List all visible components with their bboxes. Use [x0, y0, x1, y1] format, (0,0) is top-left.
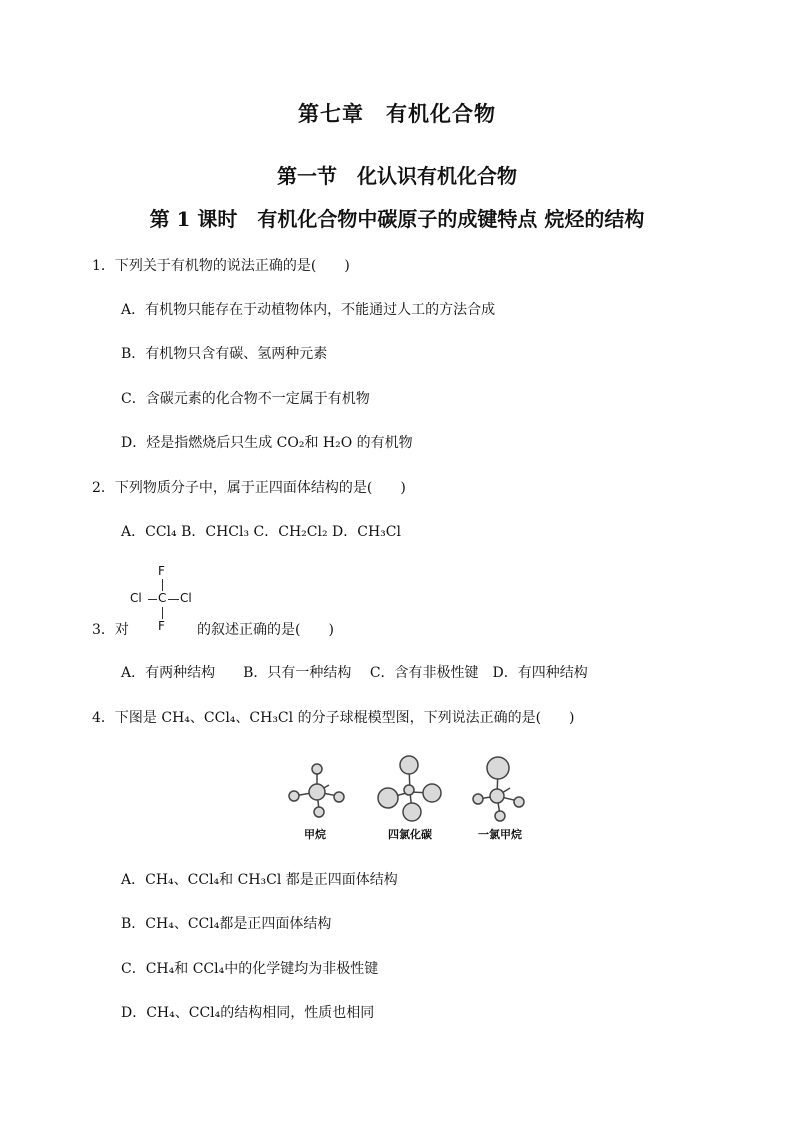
- ccl4-chlorine-ball: [378, 788, 398, 808]
- question-2-options: A．CCl₄ B．CHCl₃ C．CH₂Cl₂ D．CH₃Cl: [121, 524, 401, 540]
- question-4-option-b: B．CH₄、CCl₄都是正四面体结构: [121, 916, 332, 932]
- molecule-models-svg: [282, 752, 542, 828]
- question-4-option-a: A．CH₄、CCl₄和 CH₃Cl 都是正四面体结构: [121, 872, 398, 888]
- lesson-title: 第 1 课时 有机化合物中碳原子的成键特点 烷烃的结构: [149, 207, 645, 231]
- question-1-option-b: B．有机物只含有碳、氢两种元素: [121, 346, 328, 362]
- question-2-stem: 2．下列物质分子中，属于正四面体结构的是( ): [92, 480, 406, 496]
- atom-right: Cl: [180, 591, 192, 605]
- dichlorodifluoromethane-structure: [128, 562, 198, 634]
- chloromethane-hydrogen-ball: [514, 797, 524, 807]
- question-4-option-d: D．CH₄、CCl₄的结构相同，性质也相同: [121, 1005, 375, 1021]
- section-title: 第一节 化认识有机化合物: [277, 164, 517, 188]
- figure-label-ccl4: 四氯化碳: [388, 828, 432, 841]
- question-1-option-c: C．含碳元素的化合物不一定属于有机物: [121, 391, 370, 407]
- question-3-stem-suffix: 的叙述正确的是( ): [197, 622, 334, 638]
- methane-hydrogen-ball: [314, 807, 324, 817]
- ccl4-chlorine-ball: [400, 756, 418, 774]
- question-1-option-d: D．烃是指燃烧后只生成 CO₂和 H₂O 的有机物: [121, 435, 413, 451]
- atom-top: F: [158, 564, 165, 578]
- question-3-options: A．有两种结构 B．只有一种结构 C．含有非极性键 D．有四种结构: [121, 665, 588, 681]
- methane-carbon-ball: [309, 784, 325, 800]
- figure-label-chloromethane: 一氯甲烷: [478, 828, 522, 841]
- ball-and-stick-models-figure: [282, 752, 542, 846]
- atom-center: C: [158, 591, 167, 605]
- chloromethane-hydrogen-ball: [495, 811, 505, 821]
- ccl4-carbon-ball: [404, 785, 414, 795]
- methane-hydrogen-ball: [289, 791, 299, 801]
- ccl4-chlorine-ball: [403, 803, 421, 821]
- chloromethane-hydrogen-ball: [473, 794, 483, 804]
- atom-bottom: F: [158, 619, 165, 633]
- question-3-stem-prefix: 3．对: [92, 622, 129, 638]
- atom-left: Cl: [130, 591, 142, 605]
- chapter-title: 第七章 有机化合物: [298, 101, 496, 126]
- chloromethane-carbon-ball: [490, 789, 504, 803]
- question-1-stem: 1．下列关于有机物的说法正确的是( ): [92, 258, 350, 274]
- question-1-option-a: A．有机物只能存在于动植物体内，不能通过人工的方法合成: [121, 302, 496, 318]
- question-4-option-c: C．CH₄和 CCl₄中的化学键均为非极性键: [121, 961, 379, 977]
- chloromethane-chlorine-ball: [487, 757, 509, 779]
- methane-hydrogen-ball: [312, 764, 322, 774]
- ccl4-chlorine-ball: [423, 784, 441, 802]
- figure-label-methane: 甲烷: [304, 828, 326, 841]
- question-4-stem: 4．下图是 CH₄、CCl₄、CH₃Cl 的分子球棍模型图，下列说法正确的是( ): [92, 710, 575, 726]
- methane-hydrogen-ball: [334, 792, 344, 802]
